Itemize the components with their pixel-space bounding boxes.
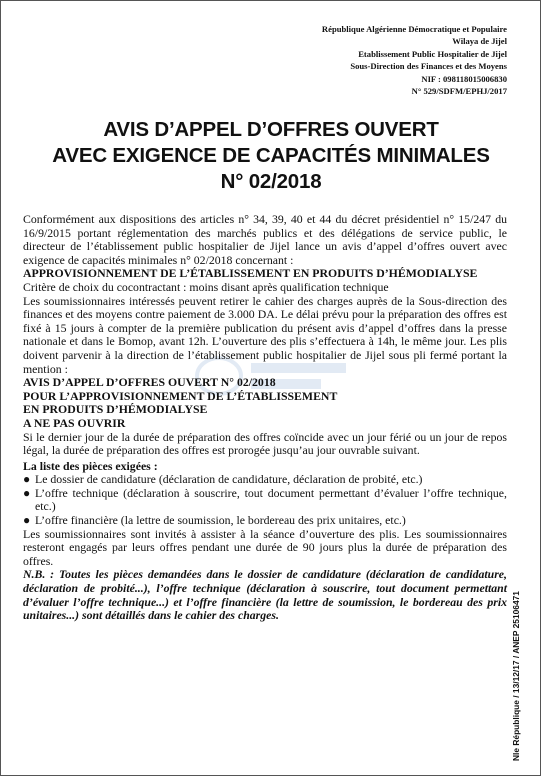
header-republic: République Algérienne Démocratique et Populaire: [321, 24, 507, 34]
list-item: ● Le dossier de candidature (déclaration de candidature, déclaration de probité, etc.): [23, 472, 423, 487]
opening-paragraph: Les soumissionnaires sont invités à assister à la séance d’ouverture des plis. Les soumissionnaires resteront engagés par leurs offres pendant une durée de 90 jours plus la durée de préparation des offres.: [23, 526, 507, 568]
issuer-header: [297, 23, 507, 97]
mention-do-not-open: A NE PAS OUVRIR: [23, 415, 126, 430]
bullet-icon: ●: [23, 485, 31, 500]
notice-body: [23, 213, 507, 623]
bullet-icon: ●: [23, 472, 31, 487]
title-line-1: AVIS D’APPEL D’OFFRES OUVERT: [103, 118, 439, 141]
list-item: ● L’offre financière (la lettre de soumission, le bordereau des prix unitaires, etc.): [23, 513, 406, 528]
list-item: ● L’offre technique (déclaration à souscrire, tout document permettant d’évaluer l’offre technique, etc.): [23, 485, 507, 514]
required-documents-title: La liste des pièces exigées :: [23, 458, 158, 473]
header-nif: NIF : 098118015006830: [421, 73, 507, 84]
mention-line-3: EN PRODUITS D’HÉMODIALYSE: [23, 402, 208, 417]
mention-line-2: POUR L’APPROVISIONNEMENT DE L’ÉTABLISSEMENT: [23, 388, 338, 403]
bullet-icon: ●: [23, 513, 31, 528]
withdrawal-paragraph: Les soumissionnaires intéressés peuvent retirer le cahier des charges auprès de la Sous-direction des finances et des moyens contre paiement de 3.000 DA. Le délai prévu pour la préparation des offres est fixé à 15 jours à compter de la première publication du présent avis d’appel d’offres dans la presse nationale et dans le Bomop, avant 12h. L’ouverture des plis s’effectuera à 14h, le même jour. Les plis doivent parvenir à la direction de l’établissement public hospitalier de Jijel sous pli fermé portant la mention :: [23, 293, 507, 376]
header-wilaya: Wilaya de Jijel: [452, 36, 507, 47]
header-establishment: Etablissement Public Hospitalier de Jijel: [358, 48, 507, 59]
publication-margin-note: Nle République / 13/12/17 / ANEP 25106471: [511, 591, 521, 761]
holiday-paragraph: Si le dernier jour de la durée de préparation des offres coïncide avec un jour férié ou un jour de repos légal, la durée de préparation des offres est prorogée jusqu’au jour ouvrable suivant.: [23, 429, 507, 458]
header-reference: N° 529/SDFM/EPHJ/2017: [411, 86, 507, 97]
header-subdirection: Sous-Direction des Finances et des Moyens: [350, 61, 507, 72]
title-line-2: AVEC EXIGENCE DE CAPACITÉS MINIMALES: [52, 144, 490, 167]
intro-paragraph: Conformément aux dispositions des articles n° 34, 39, 40 et 44 du décret présidentiel n° 15/247 du 16/9/2015 portant réglementation des marchés publics et des délégations de service public, le directeur de l’établissement public hospitalier de Jijel lance un avis d’appel d’offres ouvert avec exigence de capacités minimales n° 02/2018 concernant :: [23, 212, 507, 267]
nb-paragraph: N.B. : Toutes les pièces demandées dans le dossier de candidature (déclaration de candidature, déclaration de probité...), l’offre technique (déclaration à souscrire, tout document permettant d’évaluer l’offre technique...) et l’offre financière (la lettre de soumission, le bordereau des prix unitaires...) sont détaillés dans le cahier des charges.: [23, 567, 507, 623]
notice-title: [21, 117, 521, 195]
selection-criteria: Critère de choix du cocontractant : moins disant après qualification technique: [23, 279, 389, 294]
title-number: N° 02/2018: [220, 170, 322, 193]
mention-line-1: AVIS D’APPEL D’OFFRES OUVERT N° 02/2018: [23, 375, 276, 390]
tender-object: APPROVISIONNEMENT DE L’ÉTABLISSEMENT EN PRODUITS D’HÉMODIALYSE: [23, 266, 478, 281]
